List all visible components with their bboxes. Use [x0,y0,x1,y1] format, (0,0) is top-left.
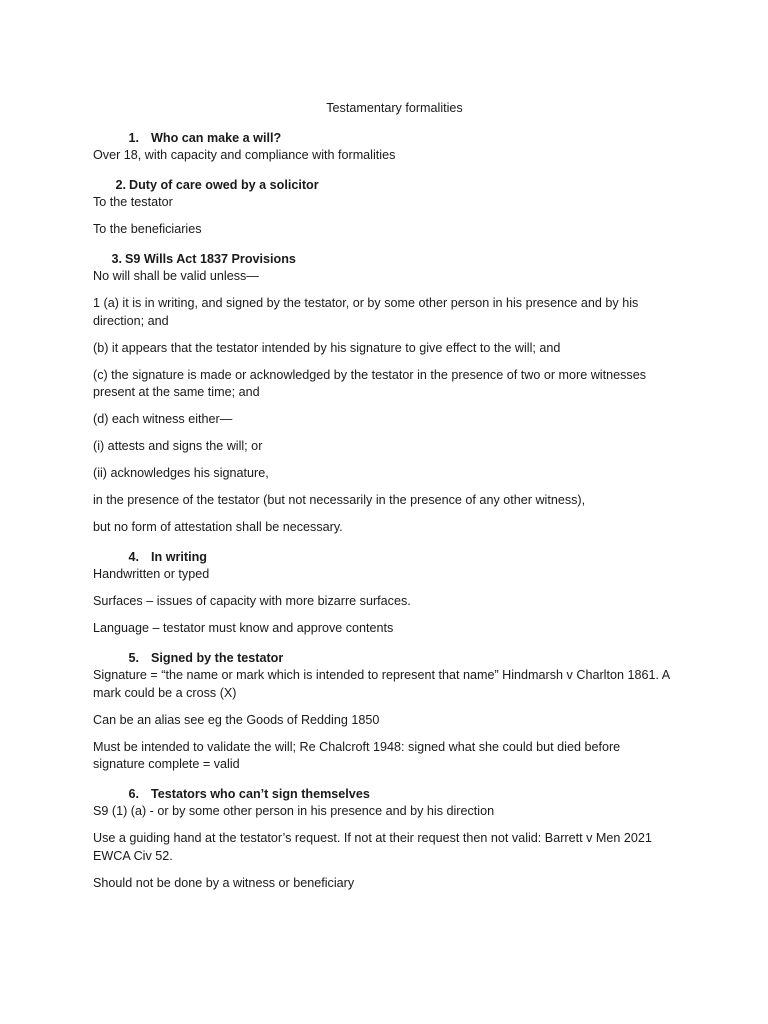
section-heading [93,549,672,567]
paragraph: (i) attests and signs the will; or [93,439,263,453]
paragraph: in the presence of the testator (but not necessarily in the presence of any other witness), [93,493,586,507]
paragraph: Handwritten or typed [93,567,210,581]
paragraph: Can be an alias see eg the Goods of Redding 1850 [93,712,380,727]
section-number: 3. [111,251,122,266]
section-4 [93,549,672,638]
section-number: 6. [128,786,139,801]
paragraph: To the beneficiaries [93,222,202,236]
section-heading-text: Testators who can’t sign themselves [151,786,370,801]
paragraph: Language – testator must know and approve contents [93,621,394,635]
paragraph: Surfaces – issues of capacity with more bizarre surfaces. [93,594,411,608]
paragraph: (b) it appears that the testator intended by his signature to give effect to the will; and [93,340,561,355]
paragraph: (ii) acknowledges his signature, [93,466,269,480]
paragraph: 1 (a) it is in writing, and signed by the testator, or by some other person in his presence and by his direction; and [93,296,639,328]
paragraph: (c) the signature is made or acknowledged by the testator in the presence of two or more witnesses present at the same time; and [93,367,647,399]
section-heading [93,177,672,195]
section-heading-text: S9 Wills Act 1837 Provisions [125,251,296,266]
section-number: 2. [115,177,126,192]
section-2 [93,177,672,239]
paragraph: Should not be done by a witness or beneficiary [93,875,355,890]
section-number: 4. [128,549,139,564]
section-3 [93,251,672,537]
section-heading [93,786,672,804]
section-number: 5. [128,650,139,665]
section-heading [93,251,672,269]
paragraph: Use a guiding hand at the testator’s request. If not at their request then not valid: Barrett v Men 2021 EWCA Civ 52. [93,831,652,863]
section-heading-text: Who can make a will? [151,130,282,145]
paragraph: (d) each witness either— [93,412,233,426]
section-heading-text: In writing [151,549,207,564]
section-heading [93,130,672,148]
document-title: Testamentary formalities [326,101,463,115]
paragraph: Over 18, with capacity and compliance with formalities [93,148,396,162]
section-heading-text: Duty of care owed by a solicitor [129,177,319,192]
paragraph: To the testator [93,195,173,209]
section-number: 1. [128,130,139,145]
section-heading [93,650,672,668]
paragraph: but no form of attestation shall be necessary. [93,520,343,534]
paragraph: Signature = “the name or mark which is intended to represent that name” Hindmarsh v Charlton 1861. A mark could be a cross (X) [93,668,670,700]
paragraph: No will shall be valid unless— [93,269,259,283]
section-5 [93,650,672,774]
paragraph: S9 (1) (a) - or by some other person in his presence and by his direction [93,804,495,818]
section-heading-text: Signed by the testator [151,650,284,665]
section-1 [93,130,672,165]
paragraph: Must be intended to validate the will; Re Chalcroft 1948: signed what she could but died before signature complete = valid [93,739,621,771]
section-6 [93,786,672,893]
